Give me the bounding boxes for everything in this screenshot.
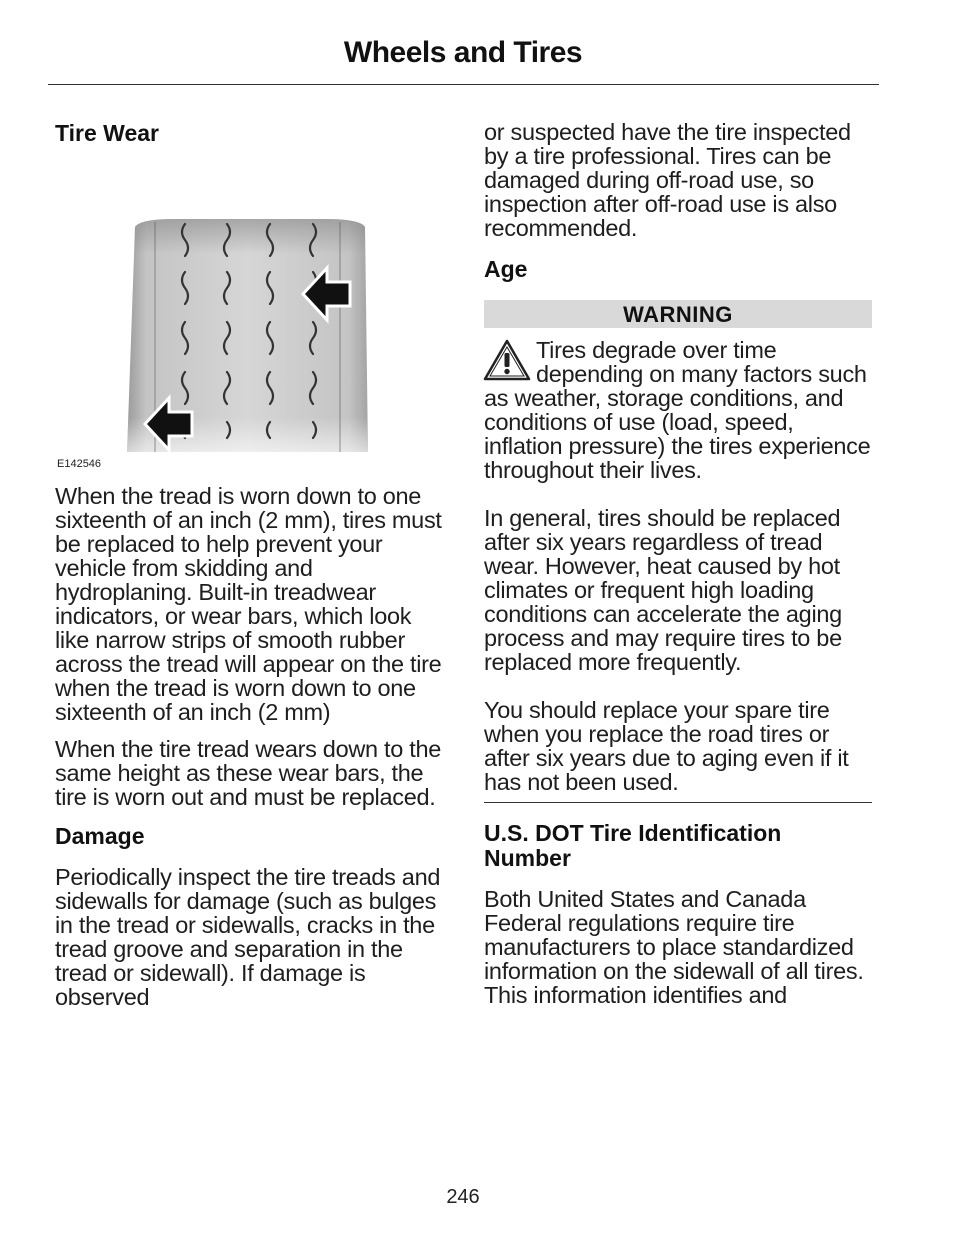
dot-heading: U.S. DOT Tire Identification Number [484, 820, 782, 871]
title-divider [48, 84, 879, 85]
warning-triangle-icon [482, 338, 532, 382]
warning-block [484, 338, 874, 482]
right-column [484, 120, 874, 1007]
damage-heading: Damage [55, 823, 145, 849]
tire-tread-illustration [55, 172, 445, 462]
tire-wear-paragraph-2: When the tire tread wears down to the same height as these wear bars, the tire is worn out and must be replaced. [55, 736, 442, 810]
page-number: 246 [446, 1186, 480, 1208]
age-paragraph-1: In general, tires should be replaced after six years regardless of tread wear. However, heat caused by hot climates or frequent high loading conditions can accelerate the aging process and may require tires to be replaced more frequently. [484, 505, 842, 675]
tire-wear-paragraph-1: When the tread is worn down to one sixteenth of an inch (2 mm), tires must be replaced to help prevent your vehicle from skidding and hydroplaning. Built-in treadwear indicators, or wear bars, which look like narrow strips of smooth rubber across the tread will appear on the tire when the tread is worn down to one sixteenth of an inch (2 mm) [55, 483, 442, 725]
warning-label: WARNING [484, 300, 872, 328]
left-column [55, 120, 445, 1009]
tire-wear-heading: Tire Wear [55, 120, 159, 146]
tire-tread-figure [55, 172, 445, 468]
damage-paragraph: Periodically inspect the tire treads and sidewalls for damage (such as bulges in the tread or sidewalls, cracks in the tread groove and separation in the tread or sidewall). If damage is observed [55, 864, 441, 1010]
age-heading: Age [484, 256, 528, 282]
age-paragraph-2: You should replace your spare tire when you replace the road tires or after six years due to aging even if it has not been used. [484, 697, 849, 795]
continued-paragraph: or suspected have the tire inspected by a tire professional. Tires can be damaged during off-road use, so inspection after off-road use is also recommended. [484, 119, 851, 241]
dot-paragraph: Both United States and Canada Federal regulations require tire manufacturers to place standardized information on the sidewall of all tires. This information identifies and [484, 886, 864, 1008]
page-title: Wheels and Tires [343, 36, 583, 69]
warning-text: Tires degrade over time depending on many factors such as weather, storage conditions, and conditions of use (load, speed, inflation pressure) the tires experience throughout their lives. [484, 337, 871, 483]
figure-id: E142546 [57, 458, 102, 470]
